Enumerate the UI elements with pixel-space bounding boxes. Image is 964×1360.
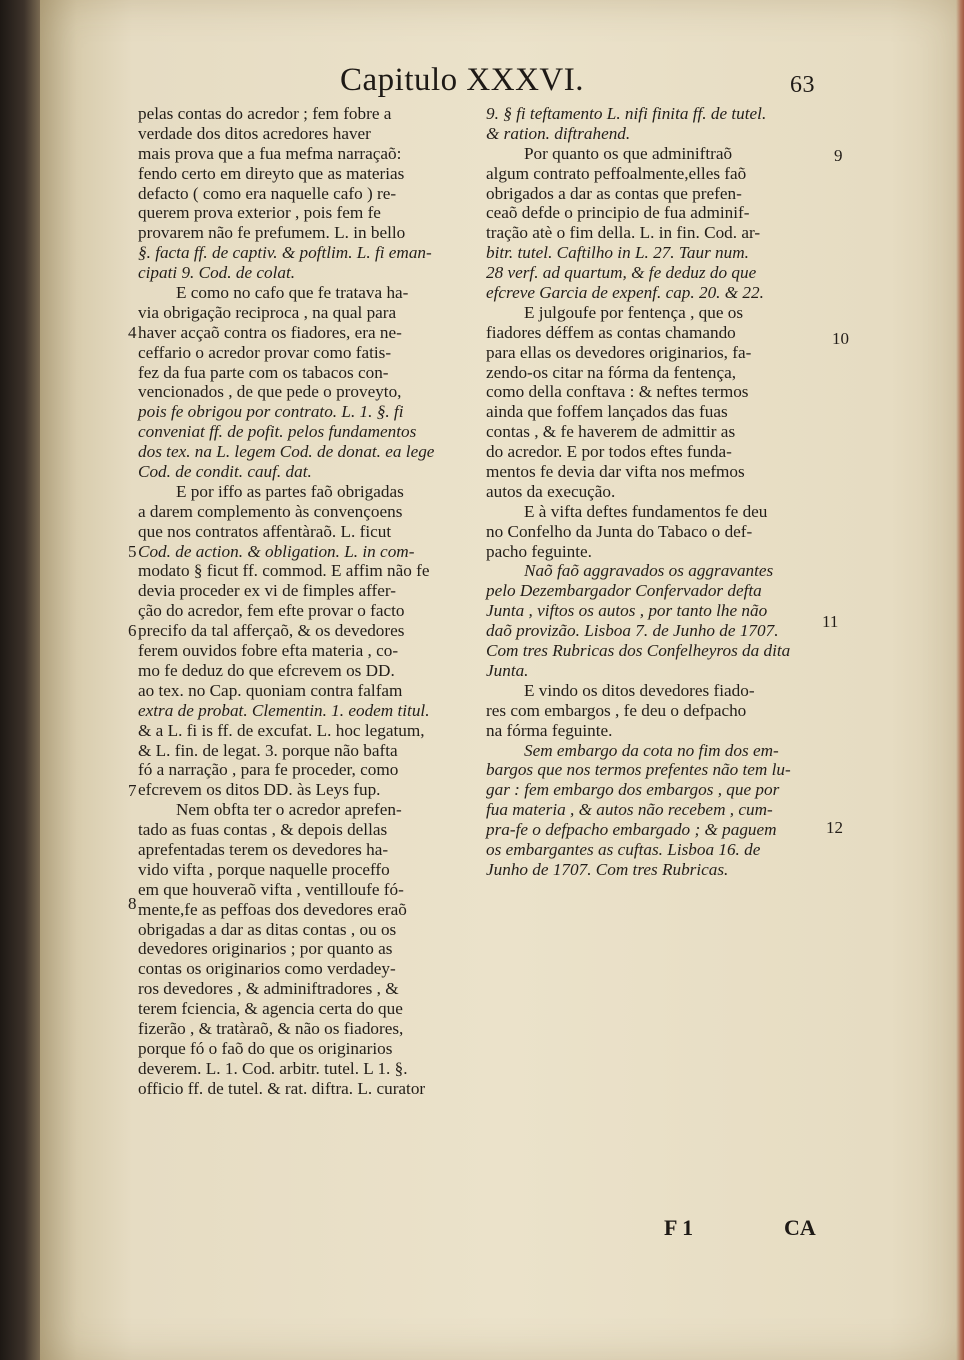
text-line: algum contrato peffoalmente,elles faõ xyxy=(486,163,747,183)
text-line: fendo certo em direyto que as materias xyxy=(138,163,405,183)
text-line: ferem ouvidos fobre efta materia , co- xyxy=(138,641,399,661)
text-line: dos tex. na L. legem Cod. de donat. ea lege xyxy=(138,442,435,462)
text-line: a darem complemento às convençoens xyxy=(138,501,403,521)
text-line: & a L. fi is ff. de excufat. L. hoc legatum, xyxy=(138,720,425,740)
text-line: mente,fe as peffoas dos devedores eraõ xyxy=(138,899,407,919)
margin-number-12: 12 xyxy=(826,818,843,837)
signature-mark: F 1 xyxy=(664,1215,694,1240)
text-line: extra de probat. Clementin. 1. eodem titul. xyxy=(138,700,430,720)
left-text-column xyxy=(138,104,474,1099)
text-line: mais prova que a fua mefma narraçaõ: xyxy=(138,143,402,163)
book-spine-shadow xyxy=(0,0,40,1360)
text-line: provarem não fe prefumem. L. in bello xyxy=(138,223,406,243)
text-line: bitr. tutel. Caftilho in L. 27. Taur num. xyxy=(486,243,749,263)
text-line: porque fó o faõ do que os originarios xyxy=(138,1038,393,1058)
margin-number-9: 9 xyxy=(834,146,843,165)
margin-number-5: 5 xyxy=(128,542,137,561)
margin-number-8: 8 xyxy=(128,894,137,913)
text-line: devedores originarios ; por quanto as xyxy=(138,939,393,959)
text-line: daõ provizão. Lisboa 7. de Junho de 1707. xyxy=(486,621,779,641)
text-line: & L. fin. de legat. 3. porque não bafta xyxy=(138,740,398,760)
text-line: fó a narração , para fe proceder, como xyxy=(138,760,399,780)
text-line: ção do acredor, fem efte provar o facto xyxy=(138,601,405,621)
text-line: E por iffo as partes faõ obrigadas xyxy=(176,481,404,501)
margin-number-11: 11 xyxy=(822,612,839,631)
page-number: 63 xyxy=(790,72,815,98)
text-line: tração atè o fim della. L. in fin. Cod. ar- xyxy=(486,223,761,243)
text-line: res com embargos , fe deu o defpacho xyxy=(486,700,747,720)
page-edge xyxy=(956,0,964,1360)
text-line: aprefentadas terem os devedores ha- xyxy=(138,839,389,859)
text-line: pelas contas do acredor ; fem fobre a xyxy=(138,104,392,123)
text-line: obrigados a dar as contas que prefen- xyxy=(486,183,742,203)
text-line: como della conftava : & neftes termos xyxy=(486,382,749,402)
text-line: officio ff. de tutel. & rat. diftra. L. curator xyxy=(138,1078,426,1098)
text-line: vencionados , de que pede o proveyto, xyxy=(138,382,402,402)
text-line: Cod. de action. & obligation. L. in com- xyxy=(138,541,415,561)
text-line: 28 verf. ad quartum, & fe deduz do que xyxy=(486,263,757,283)
text-line: mo fe deduz do que efcrevem os DD. xyxy=(138,660,395,680)
text-line: E à vifta deftes fundamentos fe deu xyxy=(524,501,768,521)
text-line: Junho de 1707. Com tres Rubricas. xyxy=(486,859,729,879)
text-line: Junta , viftos os autos , por tanto lhe não xyxy=(486,601,768,621)
text-line: cipati 9. Cod. de colat. xyxy=(138,263,296,283)
text-line: bargos que nos termos prefentes não tem lu- xyxy=(486,760,791,780)
text-line: para ellas os devedores originarios, fa- xyxy=(486,342,752,362)
text-line: modato § ficut ff. commod. E affim não fe xyxy=(138,561,430,581)
text-line: verdade dos ditos acredores haver xyxy=(138,123,371,143)
text-line: Nem obfta ter o acredor aprefen- xyxy=(176,800,402,820)
catchword: CA xyxy=(784,1215,816,1240)
text-line: deverem. L. 1. Cod. arbitr. tutel. L 1. §. xyxy=(138,1058,408,1078)
text-line: os embargantes as cuftas. Lisboa 16. de xyxy=(486,839,761,859)
text-line: haver acçaõ contra os fiadores, era ne- xyxy=(138,322,402,342)
text-line: pra-fe o defpacho embargado ; & paguem xyxy=(486,820,777,840)
text-line: zendo-os citar na fórma da fentença, xyxy=(486,362,737,382)
text-line: via obrigação reciproca , na qual para xyxy=(138,302,397,322)
text-line: fua materia , & autos não recebem , cum- xyxy=(486,800,773,820)
text-line: precifo da tal afferçaõ, & os devedores xyxy=(138,621,405,641)
text-line: Com tres Rubricas dos Confelheyros da dita xyxy=(486,641,791,661)
text-line: que nos contratos affentàraõ. L. ficut xyxy=(138,521,392,541)
margin-number-7: 7 xyxy=(128,781,137,800)
text-line: no Confelho da Junta do Tabaco o def- xyxy=(486,521,753,541)
text-line: ceaõ defde o principio de fua adminif- xyxy=(486,203,750,223)
text-line: do acredor. E por todos eftes funda- xyxy=(486,442,732,462)
text-line: E julgoufe por fentença , que os xyxy=(524,302,744,322)
text-line: Cod. de condit. cauf. dat. xyxy=(138,462,312,482)
text-line: na fórma feguinte. xyxy=(486,720,613,740)
text-line: fiadores déffem as contas chamando xyxy=(486,322,736,342)
text-line: E vindo os ditos devedores fiado- xyxy=(524,680,755,700)
text-line: contas , & fe haverem de admittir as xyxy=(486,422,736,442)
text-line: devia proceder ex vi de fimples affer- xyxy=(138,581,396,601)
text-line: Junta. xyxy=(486,660,529,680)
text-line: conveniat ff. de pofit. pelos fundamentos xyxy=(138,422,417,442)
text-line: vido vifta , porque naquelle proceffo xyxy=(138,859,390,879)
text-line: querem prova exterior , pois fem fe xyxy=(138,203,381,223)
text-line: pacho feguinte. xyxy=(486,541,592,561)
text-line: autos da execução. xyxy=(486,481,616,501)
text-line: ao tex. no Cap. quoniam contra falfam xyxy=(138,680,403,700)
text-line: defacto ( como era naquelle cafo ) re- xyxy=(138,183,397,203)
text-line: efcreve Garcia de expenf. cap. 20. & 22. xyxy=(486,283,764,303)
page-header xyxy=(340,62,830,99)
text-line: E como no cafo que fe tratava ha- xyxy=(176,283,409,303)
text-line: §. facta ff. de captiv. & poftlim. L. fi eman- xyxy=(138,243,432,263)
text-line: efcrevem os ditos DD. às Leys fup. xyxy=(138,780,381,800)
text-line: tado as fuas contas , & depois dellas xyxy=(138,820,388,840)
text-line: ceffario o acredor provar como fatis- xyxy=(138,342,392,362)
text-line: ros devedores , & adminiftradores , & xyxy=(138,979,399,999)
text-line: obrigadas a dar as ditas contas , ou os xyxy=(138,919,397,939)
chapter-title: Capitulo XXXVI. xyxy=(340,62,584,98)
text-line: Naõ faõ aggravados os aggravantes xyxy=(524,561,774,581)
text-line: gar : fem embargo dos embargos , que por xyxy=(486,780,780,800)
right-text-column xyxy=(486,104,820,880)
margin-number-4: 4 xyxy=(128,323,137,342)
text-line: pelo Dezembargador Confervador defta xyxy=(486,581,762,601)
text-line: fizerão , & tratàraõ, & não os fiadores, xyxy=(138,1018,404,1038)
text-line: Por quanto os que adminiftraõ xyxy=(524,143,733,163)
text-line: terem fciencia, & agencia certa do que xyxy=(138,999,403,1019)
text-line: ainda que foffem lançados das fuas xyxy=(486,402,728,422)
text-line: fez da fua parte com os tabacos con- xyxy=(138,362,389,382)
text-line: mentos fe devia dar vifta nos mefmos xyxy=(486,462,745,482)
text-line: Sem embargo da cota no fim dos em- xyxy=(524,740,779,760)
text-line: pois fe obrigou por contrato. L. 1. §. fi xyxy=(138,402,404,422)
text-line: 9. § fi teftamento L. nifi finita ff. de tutel. xyxy=(486,104,767,123)
text-line: & ration. diftrahend. xyxy=(486,123,631,143)
margin-number-10: 10 xyxy=(832,329,849,348)
text-line: em que houveraõ vifta , ventilloufe fó- xyxy=(138,879,404,899)
margin-number-6: 6 xyxy=(128,621,137,640)
text-line: contas os originarios como verdadey- xyxy=(138,959,396,979)
